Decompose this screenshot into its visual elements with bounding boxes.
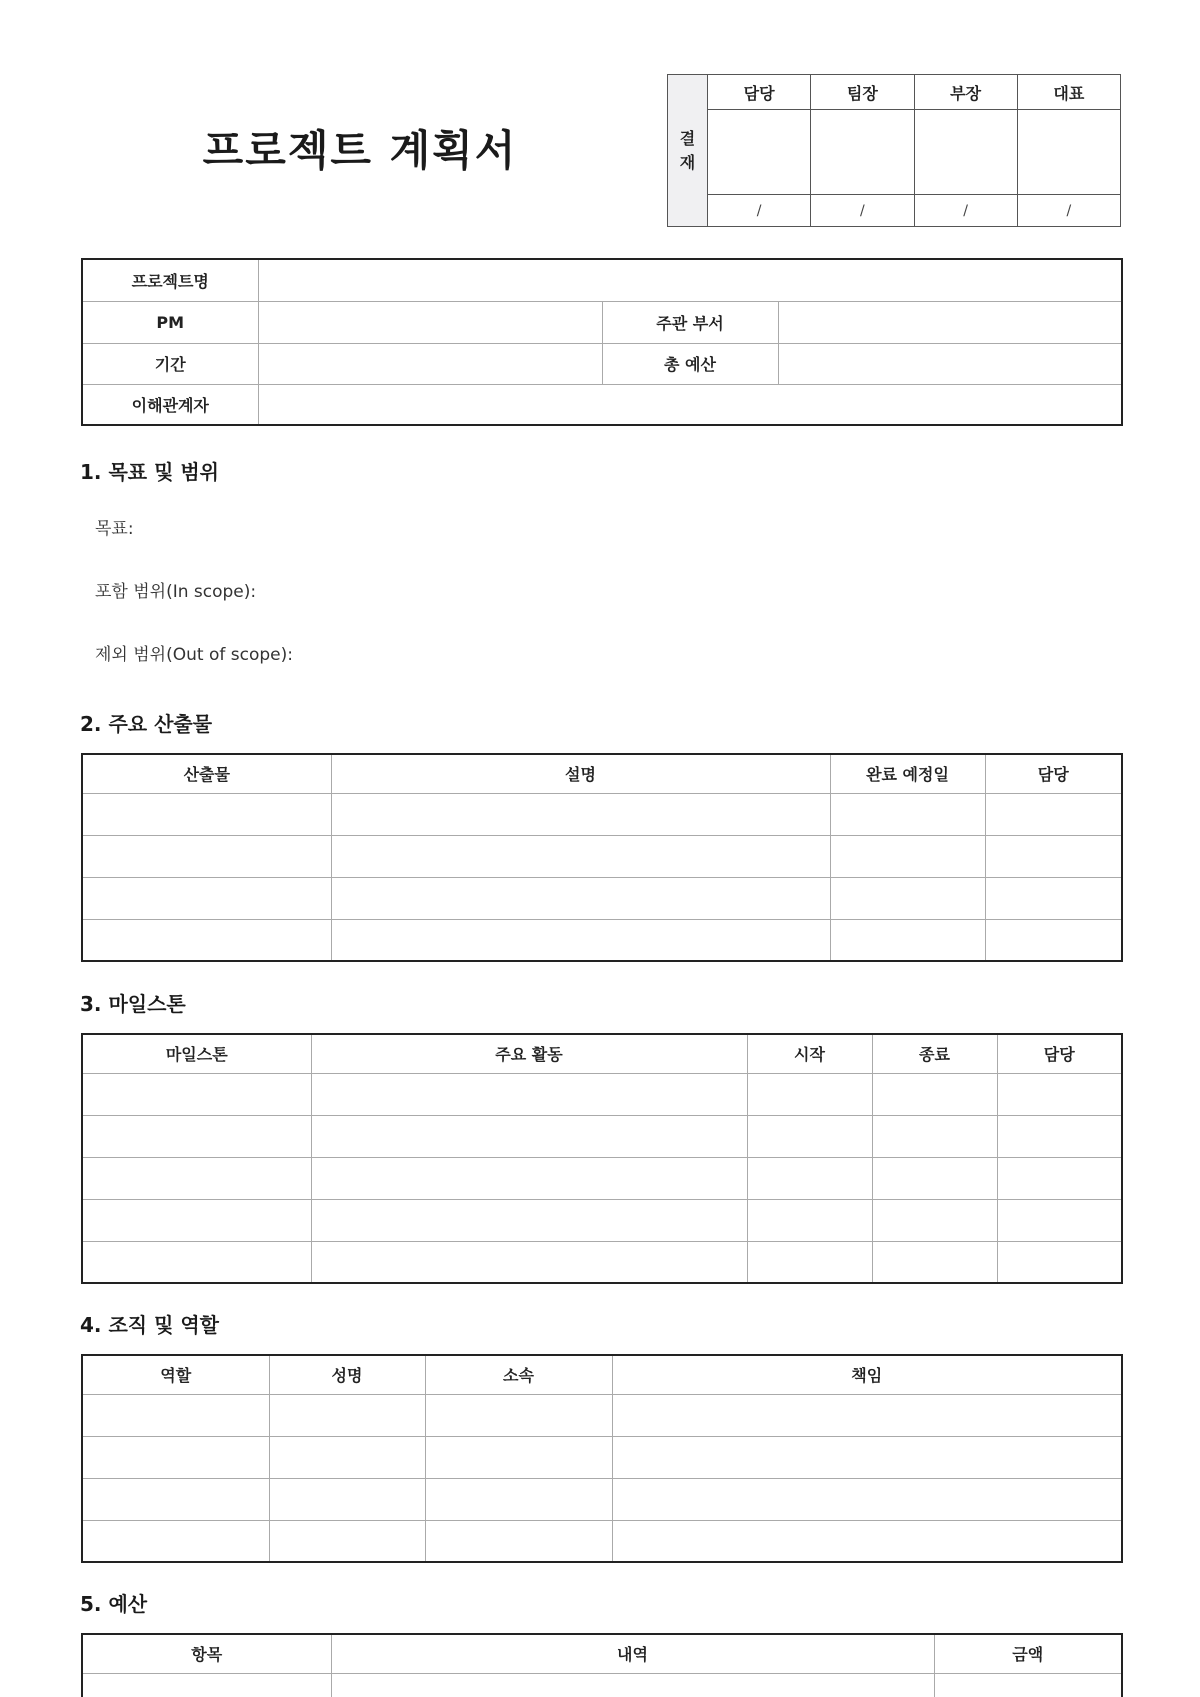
signature-cell[interactable] [708,110,810,195]
column-header: 담당 [985,754,1122,793]
section-5-title: 5. 예산 [80,1592,148,1616]
column-header: 설명 [331,754,830,793]
approval-col-3 [914,75,1017,226]
approval-role: 팀장 [811,75,913,110]
table-row [82,835,1122,877]
out-scope-label: 제외 범위(Out of scope): [95,645,293,665]
column-header: 마일스톤 [82,1034,311,1073]
organization-table [81,1354,1123,1563]
pm-label: PM [82,301,258,343]
goal-label: 목표: [95,519,134,539]
approval-col-2 [810,75,913,226]
column-header: 산출물 [82,754,331,793]
column-header: 책임 [612,1355,1122,1394]
section-4-title: 4. 조직 및 역할 [80,1313,220,1337]
column-header: 역할 [82,1355,269,1394]
approval-date[interactable]: / [756,202,762,219]
column-header: 완료 예정일 [830,754,985,793]
deliverables-table [81,753,1123,962]
table-row [82,1241,1122,1283]
section-2-title: 2. 주요 산출물 [80,712,213,736]
column-header: 종료 [872,1034,997,1073]
budget-label: 총 예산 [602,343,778,384]
stakeholders-label: 이해관계자 [82,384,258,425]
page-title: 프로젝트 계획서 [202,126,518,175]
table-row [82,1436,1122,1478]
department-field[interactable] [778,301,1122,343]
signature-cell[interactable] [1018,110,1120,195]
pm-field[interactable] [258,301,602,343]
column-header: 항목 [82,1634,331,1673]
project-info-table [81,258,1123,426]
table-row [82,1520,1122,1562]
column-header: 시작 [747,1034,872,1073]
budget-table [81,1633,1123,1697]
project-name-field[interactable] [258,259,1122,301]
table-row [82,1073,1122,1115]
table-row [82,1394,1122,1436]
column-header: 금액 [934,1634,1122,1673]
period-label: 기간 [82,343,258,384]
column-header: 내역 [331,1634,934,1673]
table-row [82,1157,1122,1199]
table-row [82,877,1122,919]
project-name-label: 프로젝트명 [82,259,258,301]
column-header: 소속 [425,1355,612,1394]
approval-date[interactable]: / [860,202,865,219]
section-1-title: 1. 목표 및 범위 [80,460,220,484]
approval-role: 대표 [1018,75,1120,110]
approval-role: 담당 [708,75,810,110]
stakeholders-field[interactable] [258,384,1122,425]
table-row [82,1673,1122,1697]
column-header: 주요 활동 [311,1034,747,1073]
column-header: 담당 [997,1034,1122,1073]
approval-date[interactable]: / [963,202,968,219]
milestones-table [81,1033,1123,1284]
approval-role: 부장 [915,75,1017,110]
column-header: 성명 [269,1355,425,1394]
approval-label: 결 재 [668,75,708,226]
signature-cell[interactable] [811,110,913,195]
approval-col-1 [708,75,810,226]
approval-date[interactable]: / [1066,202,1072,219]
approval-col-4 [1017,75,1120,226]
table-row [82,1199,1122,1241]
period-field[interactable] [258,343,602,384]
signature-cell[interactable] [915,110,1017,195]
section-3-title: 3. 마일스톤 [80,992,186,1016]
budget-field[interactable] [778,343,1122,384]
table-row [82,1115,1122,1157]
table-row [82,1478,1122,1520]
department-label: 주관 부서 [602,301,778,343]
table-row [82,919,1122,961]
table-row [82,793,1122,835]
in-scope-label: 포함 범위(In scope): [95,582,257,602]
approval-box [667,74,1121,227]
